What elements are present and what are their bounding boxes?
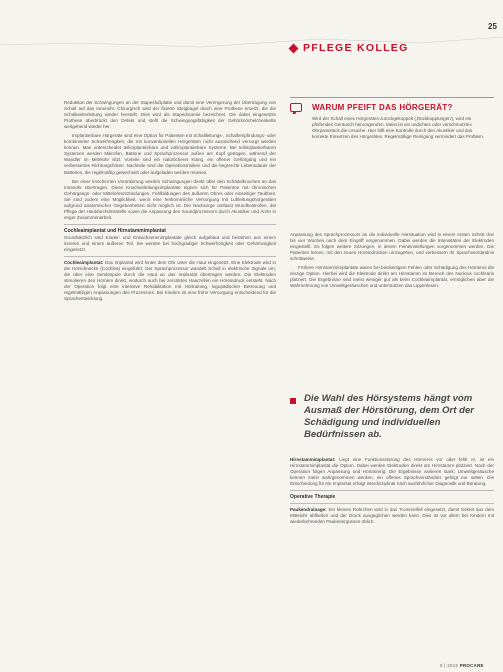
run-in-cochleaimplantat: Cochleaimplantat: xyxy=(64,260,104,266)
right-paragraph-2: Frühere Hirnstammimplantate waren bei beidseitigem Fehlen oder Schädigung des Hörnervs die einzige Option. Hierbei wird die Elektrode direkt am Hirnstamm im Bereich des Nucleus cochlearis platziert. Die Ergebnisse sind meist weniger gut als beim Cochleaimplantat, ermöglichen aber die Wahrnehmung von Umweltgeräuschen und unterstützen das Lippenlesen. xyxy=(290,265,494,289)
info-box-body: Wird der Schall eines Hörgerätes zurückgekoppelt (‚Rückkopplungen'), wird ein pfeifendes Geräusch hervorgerufen. Meist ist ein undichtes oder verschmutztes Ohrpassstück die Ursache. Hier hilft eine Kontrolle durch den Akustiker und das korrekte Einsetzen des Hörgerätes. Regelmäßige Reinigung vermindert das Problem. xyxy=(312,116,485,140)
divider xyxy=(290,490,494,491)
left-paragraph-5-text: Das Implantat wird hinter dem Ohr unter die Haut eingesetzt. Eine Elektrode wird in die Hörschnecke (Cochlea) eingeführt. Der Sprachprozessor wandelt Schall in elektrische Signale um, die über eine Sendespule durch die Haut an das Implantat übertragen werden. Die Elektroden stimulieren den Hörnerv direkt, wodurch auch bei zerstörten Haarzellen ein Höreindruck entsteht. Nach der Operation folgt eine intensive Rehabilitation mit Hörtraining, logopädischer Betreuung und regelmäßigen Anpassungen des Prozessors. Bei Kindern ist eine frühe Versorgung entscheidend für die Sprachentwicklung. xyxy=(64,260,276,302)
subheading-operative-therapie: Operative Therapie xyxy=(290,494,336,501)
subheading-cochlear-implant: Cochleaimplantat und Hirnstammimplantat xyxy=(64,227,166,234)
page-number: 25 xyxy=(488,22,497,31)
section-label: PFLEGE KOLLEG xyxy=(303,42,409,54)
right-lower-paragraph-1 xyxy=(290,457,494,487)
section-marker-icon xyxy=(289,43,299,53)
divider xyxy=(64,256,276,257)
right-lower-paragraph-2-text: Ein kleines Röhrchen wird in das Trommelfell eingesetzt, damit Sekret aus dem Mittelohr abfließen und der Druck ausgeglichen werden kann. Dies ist vor allem bei Kindern mit wiederkehrenden Paukenergüssen üblich. xyxy=(290,507,495,525)
left-paragraph-1: Reduktion der Schwingungen an der Stapesfußplatte und damit eine Verringerung der Übertragung von Schall auf das Innenohr. Chirurgisch wird der fixierte Steigbügel durch eine Prothese ersetzt, die die Schallweiterleitung wieder herstellt. Dies wird als Stapedotomie bezeichnet. Die dabei eingesetzte Prothese überbrückt den Defekt und stellt die Schwingungsfähigkeit der Gehörknöchelchenkette weitgehend wieder her. xyxy=(64,100,276,130)
right-column-lower xyxy=(290,457,494,525)
info-box-title xyxy=(290,103,494,112)
info-box-heading: WARUM PFEIFT DAS HÖRGERÄT? xyxy=(312,103,453,112)
left-paragraph-4: Grundsätzlich sind Kinder- und Erwachsenenimplantate gleich aufgebaut und bestehen aus einem inneren und einem äußeren Teil. Sie werden bei hochgradiger Schwerhörigkeit oder Gehörlosigkeit eingesetzt. xyxy=(64,234,276,252)
footer-issue: 5 | 2015 xyxy=(440,663,459,668)
left-paragraph-2: Implantierbare Hörgeräte sind eine Option für Patienten mit Schallleitungs-, Schallempfindungs- oder kombinierter Schwerhörigkeit, die mit konventionellen Hörgeräten nicht ausreichend versorgt werden können. Man unterscheidet teilimplantierbare und vollimplantierbare Systeme. Bei teilimplantierbaren Systemen werden Mikrofon, Batterie und Sprachprozessor außen am Kopf getragen, während der Wandler im Mittelohr sitzt. Vorteile sind ein natürlicherer Klang, ein offener Gehörgang und ein verbessertes Richtungshören. Nachteile sind die Operationsrisiken und die begrenzte Lebensdauer der Batterien, die regelmäßig gewechselt oder aufgeladen werden müssen. xyxy=(64,133,276,175)
divider xyxy=(64,224,276,225)
quote-marker-icon xyxy=(290,398,296,404)
right-column-upper xyxy=(290,232,494,289)
right-paragraph-1: Anpassung des Sprachprozessors an die individuelle Hörsituation wird in einem ersten Schritt drei bis vier Wochen nach dem Eingriff vorgenommen. Dabei werden die Intensitäten der Elektroden eingestellt. Es folgen weitere Sitzungen, in denen Feineinstellungen vorgenommen werden. Die Patienten lernen, mit den neuen Höreindrücken umzugehen, und verbessern ihr Sprachverständnis schrittweise. xyxy=(290,232,494,262)
left-paragraph-3: Bei einer knöchernen Verankerung werden Schwingungen direkt über den Schädelknochen an das Innenohr übertragen. Diese Knochenleitungsimplantate eignen sich für Patienten mit chronischen Gehörgangs- oder Mittelohrentzündungen, Fehlbildungen des äußeren Ohres oder einseitiger Taubheit. Sie sind zudem eine Möglichkeit, wenn eine herkömmliche Versorgung mit Luftleitungshörgeräten aufgrund anatomischer Gegebenheiten nicht möglich ist. Die Nachsorge umfasst Wundkontrollen, die Pflege der Hautdurchtrittsstelle sowie die Anpassung des Soundprozessors durch Akustiker und Ärzte in enger Zusammenarbeit. xyxy=(64,178,276,220)
speech-bubble-icon xyxy=(290,103,302,112)
section-header xyxy=(290,42,409,54)
pull-quote xyxy=(290,393,494,441)
header-stripe xyxy=(0,35,503,63)
footer-journal: PROCARE xyxy=(459,663,484,668)
divider xyxy=(290,503,494,504)
pull-quote-text: Die Wahl des Hörsystems hängt vom Ausmaß der Hörstörung, dem Ort der Schädigung und individuellen Bedürfnissen ab. xyxy=(304,393,475,440)
left-column xyxy=(64,100,276,302)
info-box xyxy=(290,97,494,229)
run-in-hirnstammimplantat: Hirnstammimplantat: xyxy=(290,457,336,462)
right-lower-paragraph-1-text: Liegt eine Funktionsstörung des Hörnervs vor oder fehlt er, ist ein Hirnstammimplantat die Option. Dabei werden Elektroden direkt am Hirnstamm platziert. Nach der Operation folgen Anpassung und Hörtraining. Die Ergebnisse variieren stark; Umweltgeräusche können meist wahrgenommen werden, ein offenes Sprachverständnis gelingt nur selten. Die Entscheidung für ein Implantat erfolgt interdisziplinär nach ausführlicher Diagnostik und Beratung. xyxy=(290,457,494,487)
left-paragraph-5 xyxy=(64,260,276,302)
page-footer xyxy=(440,663,484,668)
run-in-paukendrainage: Paukendrainage: xyxy=(290,507,327,513)
right-lower-paragraph-2 xyxy=(290,507,494,525)
